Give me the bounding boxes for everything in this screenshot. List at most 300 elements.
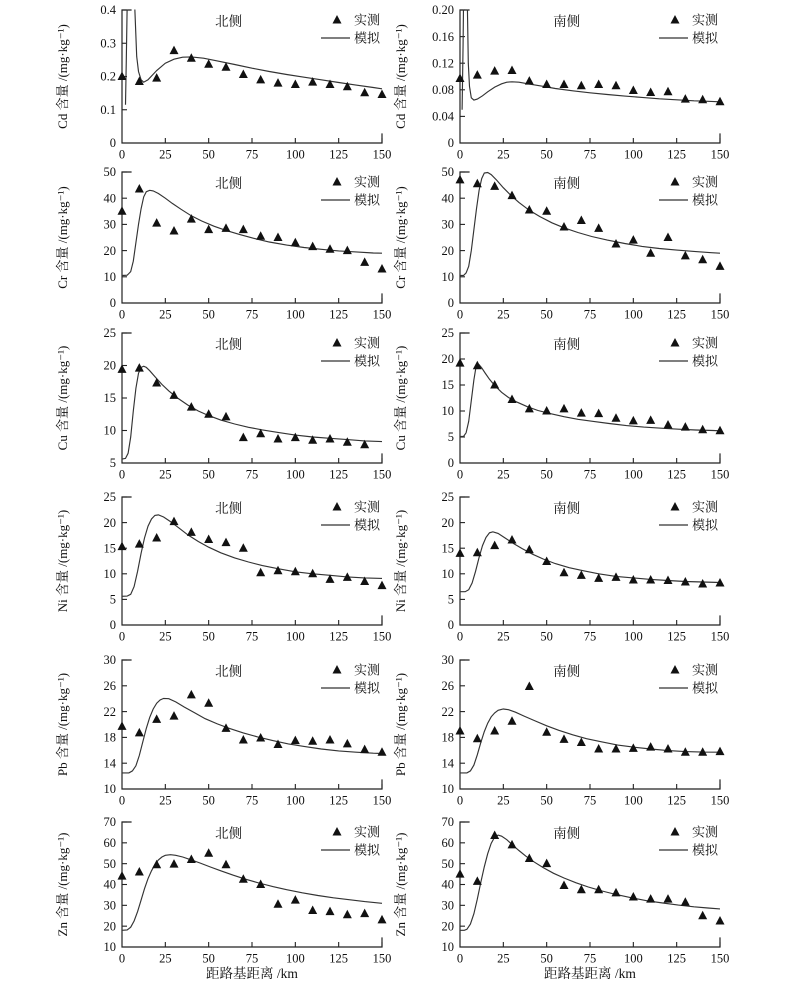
measured-point — [456, 869, 465, 878]
measured-point — [542, 79, 551, 88]
measured-point — [378, 89, 387, 98]
measured-point — [716, 97, 725, 106]
measured-point — [525, 545, 534, 554]
y-tick-label: 40 — [441, 877, 454, 892]
panel-pb-south — [393, 653, 729, 807]
y-tick-label: 0.16 — [432, 29, 454, 44]
y-axis-label: Ni 含量 /(mg·kg⁻¹) — [393, 509, 408, 613]
y-tick-label: 22 — [441, 704, 454, 719]
y-tick-label: 0 — [447, 456, 454, 471]
x-tick-label: 100 — [623, 147, 643, 162]
measured-point — [716, 426, 725, 435]
measured-point — [360, 257, 369, 266]
x-tick-label: 150 — [710, 147, 730, 162]
x-tick-label: 25 — [497, 629, 510, 644]
measured-point — [187, 690, 196, 699]
x-tick-label: 50 — [540, 307, 553, 322]
measured-point — [118, 871, 127, 880]
measured-point — [646, 894, 655, 903]
panel-title: 南侧 — [553, 337, 581, 352]
simulated-line — [122, 190, 382, 275]
measured-point — [204, 848, 213, 857]
measured-point — [291, 79, 300, 88]
x-tick-label: 75 — [583, 951, 597, 966]
panel-title: 南侧 — [553, 501, 581, 516]
measured-points — [456, 535, 725, 588]
y-tick-label: 20 — [441, 919, 454, 934]
legend-measured-label: 实测 — [692, 174, 719, 190]
legend-measured-label: 实测 — [692, 12, 719, 28]
y-tick-label: 50 — [441, 856, 454, 871]
x-tick-label: 100 — [285, 629, 305, 644]
y-tick-label: 50 — [103, 165, 116, 180]
x-tick-label: 125 — [667, 467, 687, 482]
panel-title: 北侧 — [215, 826, 243, 841]
measured-point — [473, 70, 482, 79]
measured-point — [698, 579, 707, 588]
measured-point — [187, 402, 196, 411]
y-tick-label: 30 — [441, 898, 454, 913]
y-tick-label: 14 — [103, 756, 116, 771]
measured-point — [629, 85, 638, 94]
x-axis-label: 距路基距离 /km — [544, 966, 636, 981]
measured-points — [456, 831, 725, 925]
legend-measured-marker-icon — [671, 338, 680, 347]
measured-point — [646, 87, 655, 96]
measured-points — [118, 46, 387, 98]
measured-point — [508, 716, 517, 725]
y-tick-label: 0.08 — [432, 83, 454, 97]
measured-points — [118, 363, 370, 448]
x-tick-label: 75 — [245, 951, 259, 966]
y-tick-label: 25 — [441, 490, 454, 505]
y-axis-label: Zn 含量 /(mg·kg⁻¹) — [55, 832, 70, 937]
measured-point — [525, 853, 534, 862]
panel-ni-south — [393, 490, 729, 643]
x-tick-label: 25 — [159, 467, 172, 482]
y-tick-label: 25 — [103, 326, 116, 341]
y-tick-label: 20 — [103, 243, 116, 258]
y-axis-label: Cr 含量 /(mg·kg⁻¹) — [393, 186, 408, 289]
axes — [460, 660, 720, 789]
measured-point — [525, 681, 534, 690]
x-tick-label: 0 — [118, 307, 126, 322]
panel-ni-north — [55, 490, 391, 643]
y-tick-label: 15 — [441, 378, 454, 393]
x-tick-label: 50 — [540, 793, 553, 808]
measured-point — [664, 87, 673, 96]
legend-measured-label: 实测 — [354, 335, 381, 351]
legend-simulated-label: 模拟 — [354, 680, 381, 696]
legend-simulated-label: 模拟 — [692, 842, 719, 858]
measured-point — [716, 916, 725, 925]
legend-simulated-label: 模拟 — [692, 680, 719, 696]
measured-point — [239, 70, 248, 79]
x-tick-label: 25 — [159, 629, 172, 644]
y-tick-label: 0.3 — [100, 36, 116, 51]
y-tick-label: 30 — [441, 653, 454, 668]
legend-measured-label: 实测 — [692, 662, 719, 678]
measured-point — [274, 434, 283, 443]
y-axis-label: Cu 含量 /(mg·kg⁻¹) — [393, 345, 408, 451]
x-tick-label: 50 — [540, 467, 553, 482]
y-tick-label: 10 — [103, 270, 116, 284]
measured-point — [612, 413, 621, 422]
panel-title: 南侧 — [553, 664, 581, 679]
measured-point — [360, 909, 369, 918]
measured-point — [378, 747, 387, 756]
measured-point — [343, 739, 352, 748]
measured-point — [629, 892, 638, 901]
measured-points — [456, 175, 725, 270]
measured-point — [308, 736, 317, 745]
x-tick-label: 100 — [623, 307, 643, 322]
measured-point — [222, 412, 231, 421]
measured-point — [360, 745, 369, 754]
x-tick-label: 0 — [456, 307, 464, 322]
measured-point — [360, 88, 369, 97]
measured-point — [239, 874, 248, 883]
measured-point — [594, 79, 603, 88]
axes — [460, 172, 720, 303]
measured-point — [716, 747, 725, 756]
panel-cd-north — [55, 0, 391, 161]
simulated-line — [460, 709, 720, 773]
x-tick-label: 25 — [497, 793, 510, 808]
legend-measured-marker-icon — [333, 177, 342, 186]
legend-simulated-label: 模拟 — [354, 842, 381, 858]
y-tick-label: 10 — [441, 567, 454, 581]
x-tick-label: 0 — [118, 951, 126, 966]
y-tick-label: 40 — [103, 877, 116, 892]
measured-point — [308, 242, 317, 251]
y-tick-label: 60 — [103, 836, 116, 851]
y-tick-label: 10 — [441, 940, 454, 955]
measured-point — [222, 538, 231, 547]
measured-point — [612, 239, 621, 248]
measured-point — [473, 876, 482, 885]
legend-measured-label: 实测 — [692, 499, 719, 515]
x-tick-label: 150 — [710, 307, 730, 322]
measured-point — [256, 75, 265, 84]
x-tick-label: 50 — [202, 629, 215, 644]
x-tick-label: 100 — [623, 629, 643, 644]
y-tick-label: 5 — [109, 456, 116, 471]
measured-point — [629, 416, 638, 425]
simulated-line — [122, 366, 382, 459]
measured-point — [222, 723, 231, 732]
x-tick-label: 0 — [456, 951, 464, 966]
y-tick-label: 50 — [441, 165, 454, 180]
simulated-line — [462, 0, 720, 110]
measured-points — [118, 184, 387, 272]
measured-point — [508, 66, 517, 75]
measured-point — [204, 409, 213, 418]
measured-point — [698, 255, 707, 263]
panel-title: 南侧 — [553, 826, 581, 841]
simulated-line — [460, 532, 720, 592]
x-tick-label: 25 — [497, 307, 510, 322]
legend-measured-marker-icon — [671, 502, 680, 511]
measured-point — [378, 581, 387, 590]
x-tick-label: 75 — [245, 147, 259, 162]
legend-measured-label: 实测 — [354, 174, 381, 190]
measured-point — [646, 248, 655, 257]
axes — [460, 822, 720, 947]
measured-point — [308, 906, 317, 915]
x-tick-label: 150 — [710, 793, 730, 808]
panel-cr-north — [55, 165, 391, 321]
y-tick-label: 5 — [447, 592, 454, 607]
x-tick-label: 75 — [583, 629, 597, 644]
measured-point — [170, 711, 179, 720]
measured-point — [664, 420, 673, 429]
measured-point — [343, 910, 352, 919]
x-tick-label: 125 — [329, 147, 349, 162]
legend-measured-label: 实测 — [692, 824, 719, 840]
x-tick-label: 25 — [159, 147, 172, 162]
panel-zn-south — [393, 815, 729, 981]
y-axis-label: Cd 含量 /(mg·kg⁻¹) — [55, 24, 70, 129]
y-tick-label: 10 — [103, 782, 116, 797]
measured-point — [473, 734, 482, 743]
measured-point — [256, 231, 265, 240]
measured-point — [204, 534, 213, 543]
y-tick-label: 25 — [441, 326, 454, 341]
x-tick-label: 100 — [623, 951, 643, 966]
x-tick-label: 100 — [285, 951, 305, 966]
x-axis-label: 距路基距离 /km — [206, 966, 298, 981]
measured-point — [577, 570, 586, 579]
axes — [122, 333, 382, 463]
y-tick-label: 0.1 — [100, 102, 116, 117]
y-tick-label: 20 — [103, 515, 116, 530]
y-tick-label: 0 — [447, 618, 454, 633]
measured-point — [560, 404, 569, 413]
legend-simulated-label: 模拟 — [692, 30, 719, 46]
measured-point — [681, 897, 690, 906]
x-tick-label: 25 — [497, 467, 510, 482]
legend-simulated-label: 模拟 — [354, 353, 381, 369]
measured-point — [594, 223, 603, 232]
legend-measured-label: 实测 — [354, 662, 381, 678]
x-tick-label: 25 — [159, 793, 172, 808]
legend-measured-label: 实测 — [354, 12, 381, 28]
y-tick-label: 60 — [441, 836, 454, 851]
measured-point — [490, 181, 499, 190]
measured-point — [291, 433, 300, 442]
x-tick-label: 125 — [667, 793, 687, 808]
measured-point — [560, 79, 569, 88]
measured-point — [187, 527, 196, 536]
measured-point — [681, 422, 690, 431]
measured-point — [152, 218, 161, 227]
measured-point — [456, 548, 465, 557]
measured-point — [646, 742, 655, 751]
measured-point — [542, 727, 551, 736]
y-tick-label: 26 — [103, 679, 116, 693]
measured-point — [542, 206, 551, 215]
y-axis-label: Cu 含量 /(mg·kg⁻¹) — [55, 345, 70, 451]
measured-point — [152, 860, 161, 869]
y-tick-label: 30 — [441, 217, 454, 232]
measured-point — [560, 881, 569, 890]
measured-point — [664, 575, 673, 584]
x-tick-label: 0 — [456, 629, 464, 644]
legend-simulated-label: 模拟 — [354, 517, 381, 533]
measured-point — [274, 78, 283, 87]
x-tick-label: 150 — [710, 951, 730, 966]
y-tick-label: 0.4 — [100, 3, 116, 18]
y-tick-label: 0.04 — [432, 109, 454, 124]
x-tick-label: 100 — [623, 793, 643, 808]
simulated-line — [122, 515, 382, 596]
measured-point — [542, 406, 551, 415]
x-tick-label: 100 — [285, 307, 305, 322]
x-tick-label: 125 — [329, 629, 349, 644]
panel-pb-north — [55, 653, 391, 807]
legend-measured-label: 实测 — [692, 335, 719, 351]
legend-measured-marker-icon — [333, 15, 342, 24]
panel-cu-south — [393, 326, 729, 481]
panel-title: 南侧 — [553, 176, 581, 191]
x-tick-label: 150 — [372, 467, 392, 482]
measured-point — [629, 575, 638, 584]
x-tick-label: 75 — [245, 467, 259, 482]
y-tick-label: 30 — [103, 217, 116, 232]
y-tick-label: 0 — [447, 136, 454, 151]
legend-measured-label: 实测 — [354, 824, 381, 840]
measured-point — [542, 859, 551, 868]
x-tick-label: 75 — [583, 307, 597, 322]
measured-point — [239, 543, 248, 552]
measured-point — [239, 433, 248, 442]
y-tick-label: 26 — [441, 679, 454, 693]
legend-simulated-label: 模拟 — [692, 517, 719, 533]
y-tick-label: 10 — [103, 940, 116, 955]
axes — [122, 10, 382, 143]
axes — [122, 822, 382, 947]
x-tick-label: 75 — [245, 629, 259, 644]
y-tick-label: 20 — [103, 358, 116, 373]
legend-measured-marker-icon — [671, 177, 680, 186]
x-tick-label: 50 — [540, 951, 553, 966]
y-axis-label: Cr 含量 /(mg·kg⁻¹) — [55, 186, 70, 289]
x-tick-label: 125 — [667, 951, 687, 966]
measured-point — [135, 539, 144, 548]
measured-point — [222, 223, 231, 232]
measured-point — [291, 736, 300, 745]
y-tick-label: 30 — [103, 898, 116, 913]
x-tick-label: 100 — [623, 467, 643, 482]
measured-point — [664, 894, 673, 903]
y-tick-label: 14 — [441, 756, 454, 771]
measured-point — [681, 251, 690, 260]
measured-point — [222, 860, 231, 869]
y-tick-label: 10 — [441, 270, 454, 284]
panel-title: 北侧 — [215, 14, 243, 29]
panel-cr-south — [393, 165, 729, 321]
y-tick-label: 0.2 — [100, 69, 116, 84]
measured-point — [170, 226, 179, 235]
measured-point — [170, 517, 179, 526]
legend-simulated-label: 模拟 — [692, 353, 719, 369]
x-tick-label: 125 — [329, 951, 349, 966]
measured-point — [118, 721, 127, 730]
x-tick-label: 0 — [118, 629, 126, 644]
measured-point — [612, 888, 621, 897]
y-tick-label: 20 — [103, 919, 116, 934]
y-tick-label: 50 — [103, 856, 116, 871]
measured-point — [343, 437, 352, 446]
measured-points — [456, 358, 725, 434]
y-tick-label: 40 — [441, 191, 454, 206]
y-tick-label: 18 — [103, 730, 116, 745]
legend-measured-marker-icon — [671, 827, 680, 836]
measured-point — [560, 734, 569, 743]
measured-point — [170, 859, 179, 868]
legend-measured-marker-icon — [333, 338, 342, 347]
y-tick-label: 25 — [103, 490, 116, 505]
measured-point — [490, 541, 499, 550]
y-tick-label: 0 — [447, 296, 454, 311]
y-tick-label: 15 — [441, 541, 454, 556]
y-tick-label: 10 — [441, 782, 454, 797]
x-tick-label: 0 — [456, 147, 464, 162]
measured-point — [716, 261, 725, 270]
measured-point — [378, 264, 387, 273]
x-tick-label: 50 — [202, 147, 215, 162]
x-tick-label: 125 — [667, 147, 687, 162]
y-axis-label: Cd 含量 /(mg·kg⁻¹) — [393, 24, 408, 129]
measured-point — [698, 911, 707, 920]
measured-point — [170, 390, 179, 399]
measured-point — [681, 94, 690, 103]
measured-points — [118, 848, 387, 923]
legend-measured-marker-icon — [333, 827, 342, 836]
y-tick-label: 15 — [103, 541, 116, 556]
axes — [460, 333, 720, 463]
x-tick-label: 25 — [159, 951, 172, 966]
y-tick-label: 0 — [109, 296, 116, 311]
measured-points — [118, 517, 387, 590]
measured-points — [118, 690, 387, 756]
measured-point — [508, 191, 517, 200]
measured-point — [326, 907, 335, 916]
measured-point — [152, 533, 161, 542]
x-tick-label: 25 — [497, 951, 510, 966]
panel-cu-north — [55, 326, 391, 481]
x-tick-label: 150 — [372, 307, 392, 322]
measured-point — [612, 81, 621, 90]
measured-point — [274, 899, 283, 908]
measured-point — [326, 735, 335, 744]
y-tick-label: 20 — [441, 352, 454, 367]
x-tick-label: 50 — [202, 307, 215, 322]
x-tick-label: 100 — [285, 467, 305, 482]
measured-point — [525, 76, 534, 85]
x-tick-label: 150 — [372, 147, 392, 162]
axes — [460, 497, 720, 625]
x-tick-label: 0 — [118, 147, 126, 162]
measured-point — [456, 726, 465, 735]
x-tick-label: 125 — [667, 629, 687, 644]
measured-point — [256, 568, 265, 577]
y-axis-label: Pb 含量 /(mg·kg⁻¹) — [55, 672, 70, 777]
measured-point — [135, 728, 144, 737]
measured-point — [118, 206, 127, 215]
measured-point — [577, 738, 586, 747]
